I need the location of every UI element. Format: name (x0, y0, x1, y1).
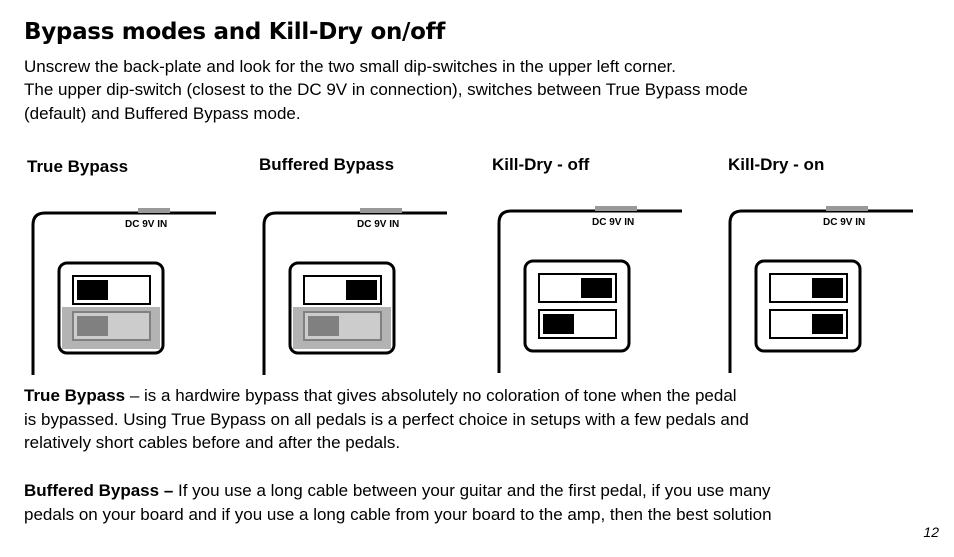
dc-connector (826, 206, 868, 211)
true-bypass-paragraph (24, 384, 929, 455)
upper-switch-knob (812, 278, 843, 298)
true-bypass-line-3: relatively short cables before and after the pedals. (24, 433, 401, 452)
intro-line-2: The upper dip-switch (closest to the DC 9V in connection), switches between True Bypass mode (24, 80, 748, 100)
lower-switch-knob (77, 316, 108, 336)
true-bypass-line-2: is bypassed. Using True Bypass on all pedals is a perfect choice in setups with a few pedals and (24, 409, 749, 429)
diagram-label-buffered-bypass: Buffered Bypass (259, 155, 395, 174)
buffered-bypass-line-2: pedals on your board and if you use a long cable from your board to the amp, then the best solution (24, 504, 772, 524)
connector-label: DC 9V IN (823, 217, 866, 228)
dc-connector (138, 208, 170, 213)
dip-switch-diagram-kill-dry-off (496, 203, 686, 373)
page-title: Bypass modes and Kill-Dry on/off (24, 19, 446, 45)
intro-line-1: Unscrew the back-plate and look for the two small dip-switches in the upper left corner. (24, 57, 676, 76)
dip-switch-diagram-true-bypass (30, 205, 220, 375)
connector-label: DC 9V IN (592, 217, 635, 228)
upper-switch-knob (346, 280, 377, 300)
diagram-label-true-bypass: True Bypass (27, 157, 129, 176)
connector-label: DC 9V IN (125, 219, 168, 230)
lower-switch-knob (543, 314, 574, 334)
intro-line-3: (default) and Buffered Bypass mode. (24, 103, 301, 123)
buffered-bypass-line-1: If you use a long cable between your guitar and the first pedal, if you use many (173, 481, 771, 500)
upper-switch-knob (581, 278, 612, 298)
buffered-bypass-paragraph (24, 479, 929, 526)
buffered-bypass-heading: Buffered Bypass – (24, 481, 174, 500)
lower-switch-knob (308, 316, 339, 336)
upper-switch-knob (77, 280, 108, 300)
dip-switch-diagram-kill-dry-on (727, 203, 917, 373)
connector-label: DC 9V IN (357, 219, 400, 230)
diagram-label-kill-dry-on: Kill-Dry - on (728, 155, 825, 174)
intro-text (24, 55, 929, 125)
true-bypass-line-1: – is a hardwire bypass that gives absolutely no coloration of tone when the pedal (125, 386, 737, 405)
lower-switch-knob (812, 314, 843, 334)
dip-switch-diagram-buffered-bypass (261, 205, 451, 375)
true-bypass-heading: True Bypass (24, 386, 126, 405)
page-number: 12 (923, 524, 939, 540)
diagram-label-kill-dry-off: Kill-Dry - off (492, 155, 590, 174)
dc-connector (360, 208, 402, 213)
dc-connector (595, 206, 637, 211)
